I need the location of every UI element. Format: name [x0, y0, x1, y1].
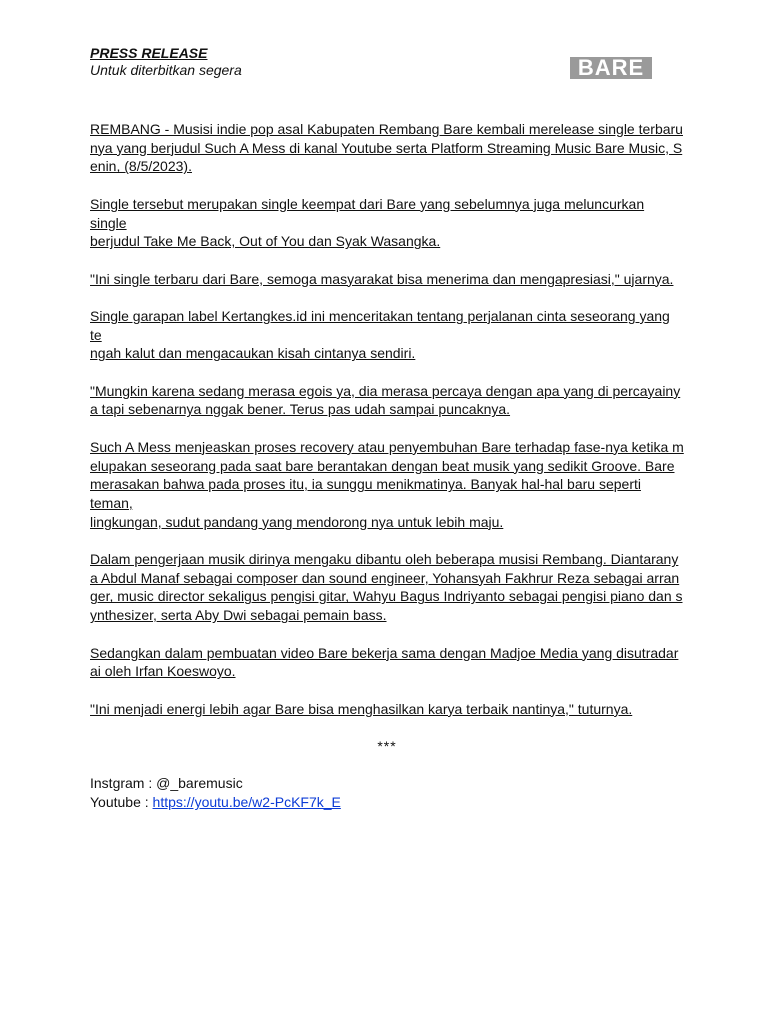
- youtube-line: [90, 793, 684, 812]
- bare-logo: BARE: [570, 57, 652, 79]
- paragraph-8: Sedangkan dalam pembuatan video Bare bekerja sama dengan Madjoe Media yang disutradar ai oleh Irfan Koeswoyo.: [90, 644, 679, 680]
- paragraph-4: Single garapan label Kertangkes.id ini menceritakan tentang perjalanan cinta seseorang yang te ngah kalut dan mengacaukan kisah cintanya sendiri.: [90, 307, 670, 362]
- paragraph-1: REMBANG - Musisi indie pop asal Kabupaten Rembang Bare kembali merelease single terbaru nya yang berjudul Such A Mess di kanal Youtube serta Platform Streaming Music Bare Music, S enin, (8/5/2023).: [90, 121, 683, 175]
- paragraph-3: "Ini single terbaru dari Bare, semoga masyarakat bisa menerima dan mengapresiasi," ujarnya.: [90, 270, 674, 287]
- youtube-link[interactable]: https://youtu.be/w2-PcKF7k_E: [152, 794, 341, 811]
- header-block: [90, 45, 242, 79]
- press-release-subtitle: Untuk diterbitkan segera: [90, 62, 242, 78]
- press-release-title: PRESS RELEASE: [90, 45, 208, 61]
- paragraph-6: Such A Mess menjeaskan proses recovery atau penyembuhan Bare terhadap fase-nya ketika m elupakan seseorang pada saat bare berantakan dengan beat musik yang sedikit Groove. Bare merasakan bahwa pada proses itu, ia sunggu menikmatinya. Banyak hal-hal baru seperti teman, lingkungan, sudut pandang yang mendorong nya untuk lebih maju.: [90, 438, 684, 530]
- paragraph-7: Dalam pengerjaan musik dirinya mengaku dibantu oleh beberapa musisi Rembang. Diantarany a Abdul Manaf sebagai composer dan sound engineer, Yohansyah Fakhrur Reza sebagai arran ger, music director sekaligus pengisi gitar, Wahyu Bagus Indriyanto sebagai pengisi piano dan s ynthesizer, serta Aby Dwi sebagai pemain bass.: [90, 551, 683, 624]
- paragraph-2: Single tersebut merupakan single keempat dari Bare yang sebelumnya juga meluncurkan single berjudul Take Me Back, Out of You dan Syak Wasangka.: [90, 195, 645, 250]
- youtube-label: Youtube :: [90, 794, 153, 811]
- article-body: [90, 120, 684, 812]
- paragraph-5: "Mungkin karena sedang merasa egois ya, dia merasa percaya dengan apa yang di percayainy a tapi sebenarnya nggak bener. Terus pas udah sampai puncaknya.: [90, 382, 681, 418]
- instagram-line: Instgram : @_baremusic: [90, 775, 243, 792]
- paragraph-9: "Ini menjadi energi lebih agar Bare bisa menghasilkan karya terbaik nantinya," tuturnya.: [90, 700, 633, 717]
- separator: ***: [377, 738, 397, 755]
